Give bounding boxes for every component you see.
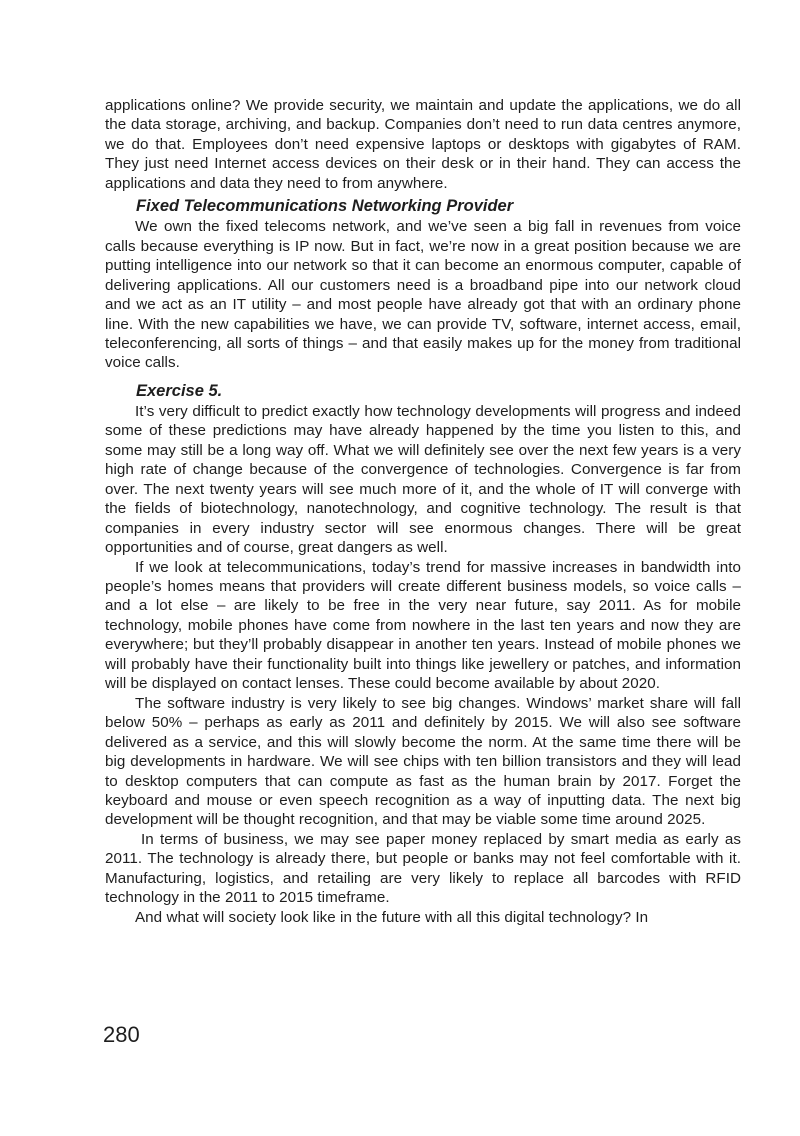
exercise-paragraph-2: If we look at telecommunications, today’s trend for massive increases in bandwidth into people’s homes means that providers will create different business models, so voice calls – and a lot else – are likely to be free in the very near future, say 2011. As for mobile technology, mobile phones have come from nowhere in the last ten years and now they are everywhere; but they’ll probably disappear in another ten years. Instead of mobile phones we will probably have their functionality built into things like jewellery or patches, and information will be displayed on contact lenses. These could become available by about 2020. bbox=[105, 558, 741, 693]
section-paragraph: We own the fixed telecoms network, and we’ve seen a big fall in revenues from voice calls because everything is IP now. But in fact, we’re now in a great position because we are putting intelligence into our network so that it can become an enormous computer, capable of delivering applications. All our customers need is a broadband pipe into our network cloud and we act as an IT utility – and most people have already got that with an ordinary phone line. With the new capabilities we have, we can provide TV, software, internet access, email, teleconferencing, all sorts of things – and that easily makes up for the money from traditional voice calls. bbox=[105, 218, 741, 372]
exercise-paragraph-3: The software industry is very likely to see big changes. Windows’ market share will fall below 50% – perhaps as early as 2011 and definitely by 2015. We will also see software delivered as a service, and this will slowly become the norm. At the same time there will be big developments in hardware. We will see chips with ten billion transistors and they will lead to desktop computers that can compute as fast as the human brain by 2017. Forget the keyboard and mouse or even speech recognition as a way of inputting data. The next big development will be thought recognition, and that may be viable some time around 2025. bbox=[105, 694, 741, 829]
exercise-heading: Exercise 5. bbox=[136, 381, 223, 400]
exercise-paragraph-4: In terms of business, we may see paper money replaced by smart media as early as 2011. The technology is already there, but people or banks may not feel comfortable with it. Manufacturing, logistics, and retailing are very likely to replace all barcodes with RFID technology in the 2011 to 2015 timeframe. bbox=[105, 830, 741, 907]
page-body bbox=[105, 96, 741, 927]
exercise-paragraph-1: It’s very difficult to predict exactly how technology developments will progress and indeed some of these predictions may have already happened by the time you listen to this, and some may still be a long way off. What we will definitely see over the next few years is a very high rate of change because of the convergence of technologies. Convergence is far from over. The next twenty years will see much more of it, and the whole of IT will converge with the fields of biotechnology, nanotechnology, and cognitive technology. The result is that companies in every industry sector will see enormous changes. There will be great opportunities and of course, great dangers as well. bbox=[105, 402, 741, 557]
section-heading: Fixed Telecommunications Networking Provider bbox=[136, 197, 514, 216]
exercise-paragraph-5: And what will society look like in the future with all this digital technology? In bbox=[135, 908, 649, 926]
intro-paragraph: applications online? We provide security, we maintain and update the applications, we do all the data storage, archiving, and backup. Companies don’t need to run data centres anymore, we do that. Employees don’t need expensive laptops or desktops with gigabytes of RAM. They just need Internet access devices on their desk or in their hand. They can access the applications and data they need to from anywhere. bbox=[105, 97, 741, 192]
page-number: 280 bbox=[103, 1022, 140, 1047]
